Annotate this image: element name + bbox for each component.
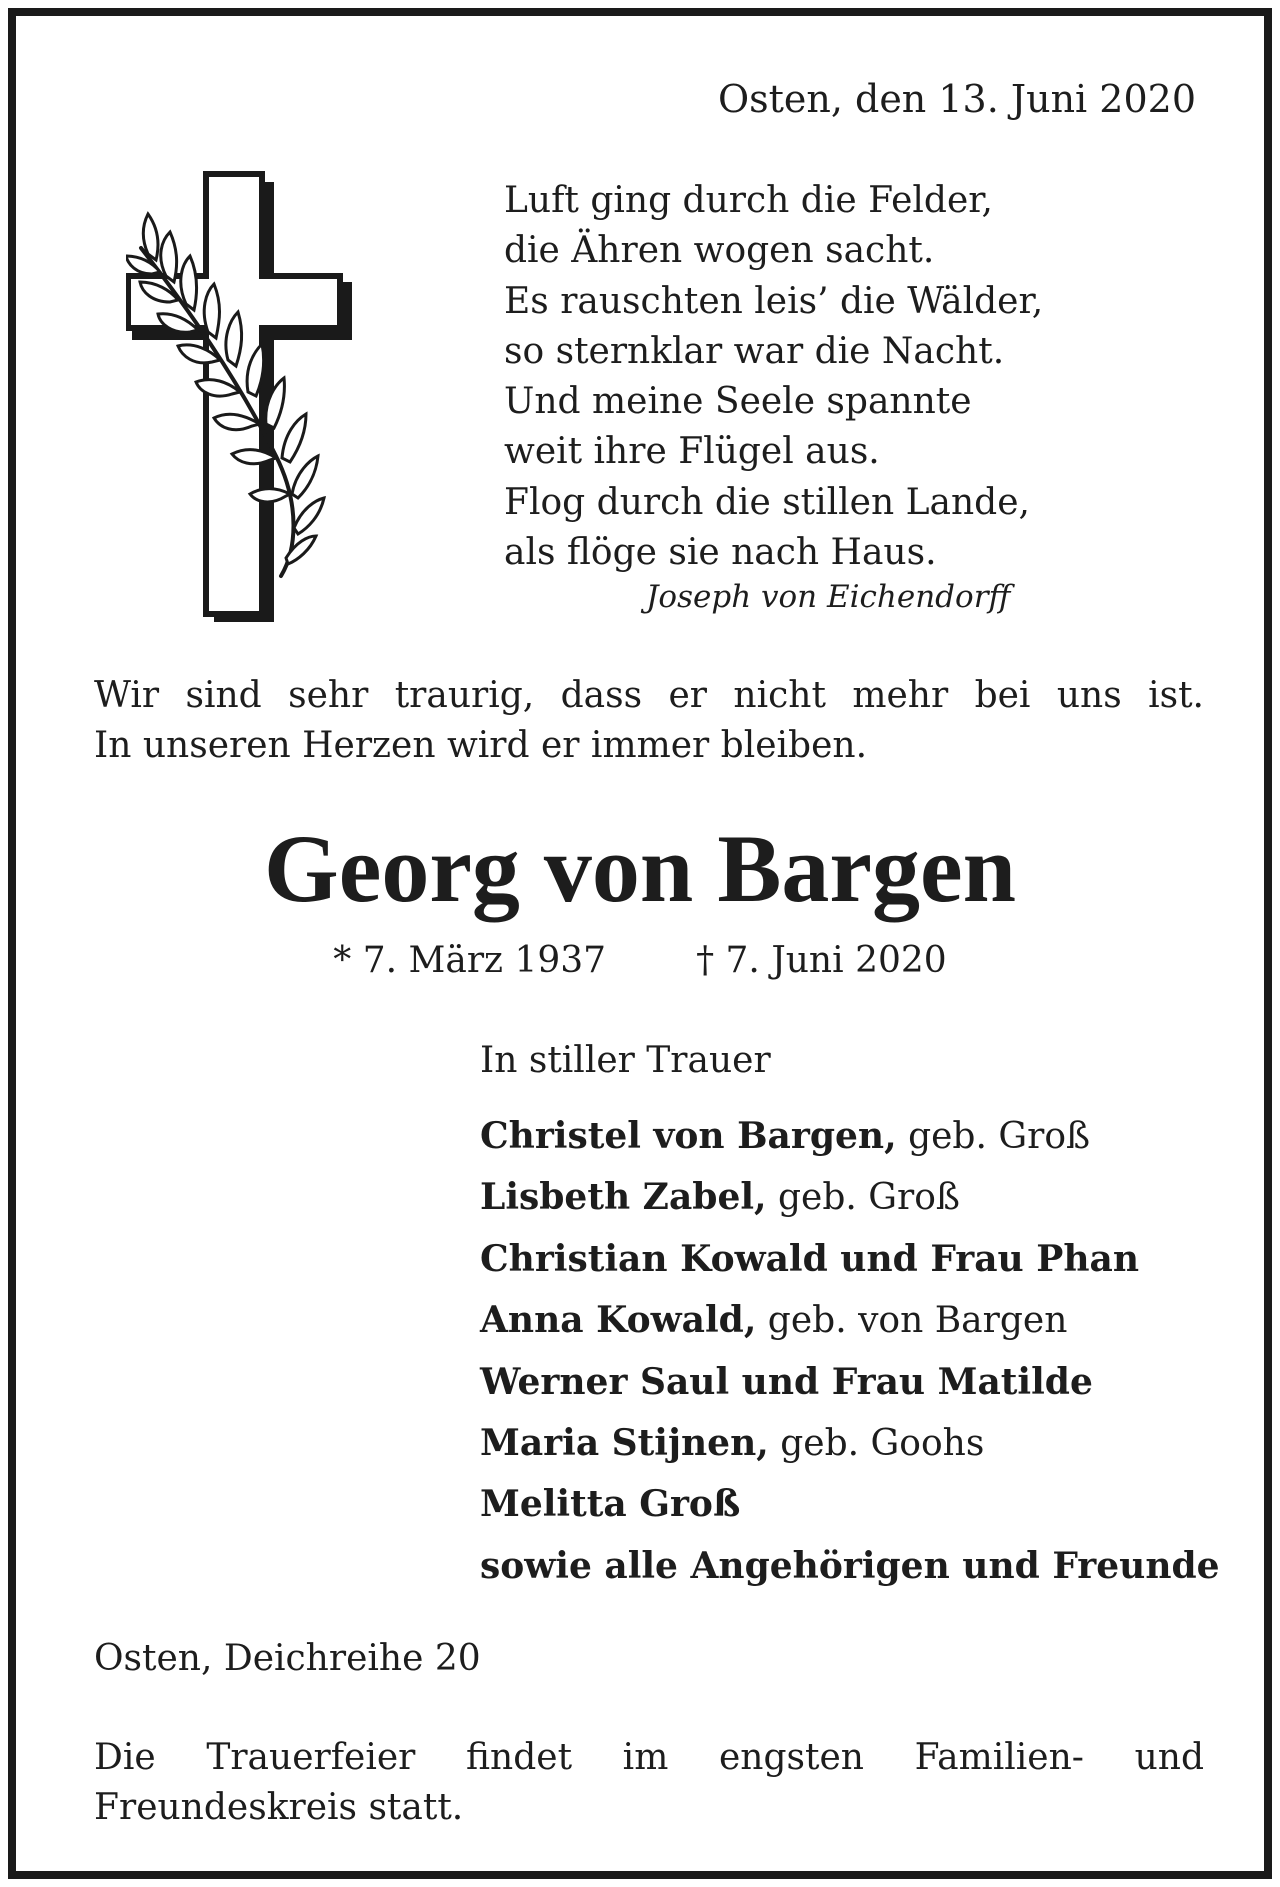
life-dates xyxy=(16,936,1264,986)
poem-line: Flog durch die stillen Lande, xyxy=(504,481,1030,523)
intro-text xyxy=(94,671,1204,771)
poem xyxy=(504,176,1064,578)
ceremony-note-line-2: Freundeskreis statt. xyxy=(94,1787,464,1828)
mourner-note: geb. Goohs xyxy=(768,1423,985,1465)
poem-author: Joseph von Eichendorff xyxy=(646,579,1011,615)
mourner-name: Lisbeth Zabel, xyxy=(480,1176,767,1219)
poem-line: so sternklar war die Nacht. xyxy=(504,330,1005,372)
mourner-row xyxy=(480,1474,1220,1535)
mourner-name: Werner Saul und Frau Matilde xyxy=(480,1360,1093,1403)
death-date: † 7. Juni 2020 xyxy=(696,940,947,981)
mourner-row xyxy=(480,1167,1220,1228)
poem-line: Und meine Seele spannte xyxy=(504,381,972,423)
mourner-note: geb. von Bargen xyxy=(756,1300,1068,1342)
mourner-name: sowie alle Angehörigen und Freunde xyxy=(480,1544,1220,1587)
address: Osten, Deichreihe 20 xyxy=(94,1638,481,1679)
mourner-name: Christian Kowald und Frau Phan xyxy=(480,1237,1140,1280)
birth-date: * 7. März 1937 xyxy=(333,940,607,981)
mourner-row xyxy=(480,1536,1220,1597)
poem-line: als flöge sie nach Haus. xyxy=(504,532,937,574)
mourner-name: Maria Stijnen, xyxy=(480,1422,769,1465)
mourner-name: Anna Kowald, xyxy=(480,1299,757,1342)
poem-line: die Ähren wogen sacht. xyxy=(504,230,935,272)
ceremony-note xyxy=(94,1733,1204,1833)
ceremony-note-line-1: Die Trauerfeier findet im engsten Familien- und xyxy=(94,1737,1204,1778)
intro-line-1: Wir sind sehr traurig, dass er nicht mehr bei uns ist. xyxy=(94,675,1204,716)
poem-line: Luft ging durch die Felder, xyxy=(504,180,993,221)
place-date: Osten, den 13. Juni 2020 xyxy=(717,77,1196,121)
mourners-list xyxy=(480,1036,1220,1597)
mourner-row xyxy=(480,1229,1220,1290)
mourner-name: Melitta Groß xyxy=(480,1483,741,1526)
mourner-note: geb. Groß xyxy=(896,1116,1091,1157)
mourner-row xyxy=(480,1413,1220,1474)
mourner-note: geb. Groß xyxy=(766,1177,960,1219)
mourner-row xyxy=(480,1290,1220,1351)
poem-line: weit ihre Flügel aus. xyxy=(504,431,880,473)
obituary-notice xyxy=(8,8,1272,1879)
poem-line: Es rauschten leis’ die Wälder, xyxy=(504,280,1044,322)
mourner-row xyxy=(480,1106,1220,1167)
intro-line-2: In unseren Herzen wird er immer bleiben. xyxy=(94,725,868,766)
cross-with-palm-branch-icon xyxy=(126,156,436,626)
mourners-heading: In stiller Trauer xyxy=(480,1040,771,1081)
mourner-name: Christel von Bargen, xyxy=(480,1115,897,1157)
mourner-row xyxy=(480,1352,1220,1413)
deceased-name: Georg von Bargen xyxy=(264,815,1016,922)
